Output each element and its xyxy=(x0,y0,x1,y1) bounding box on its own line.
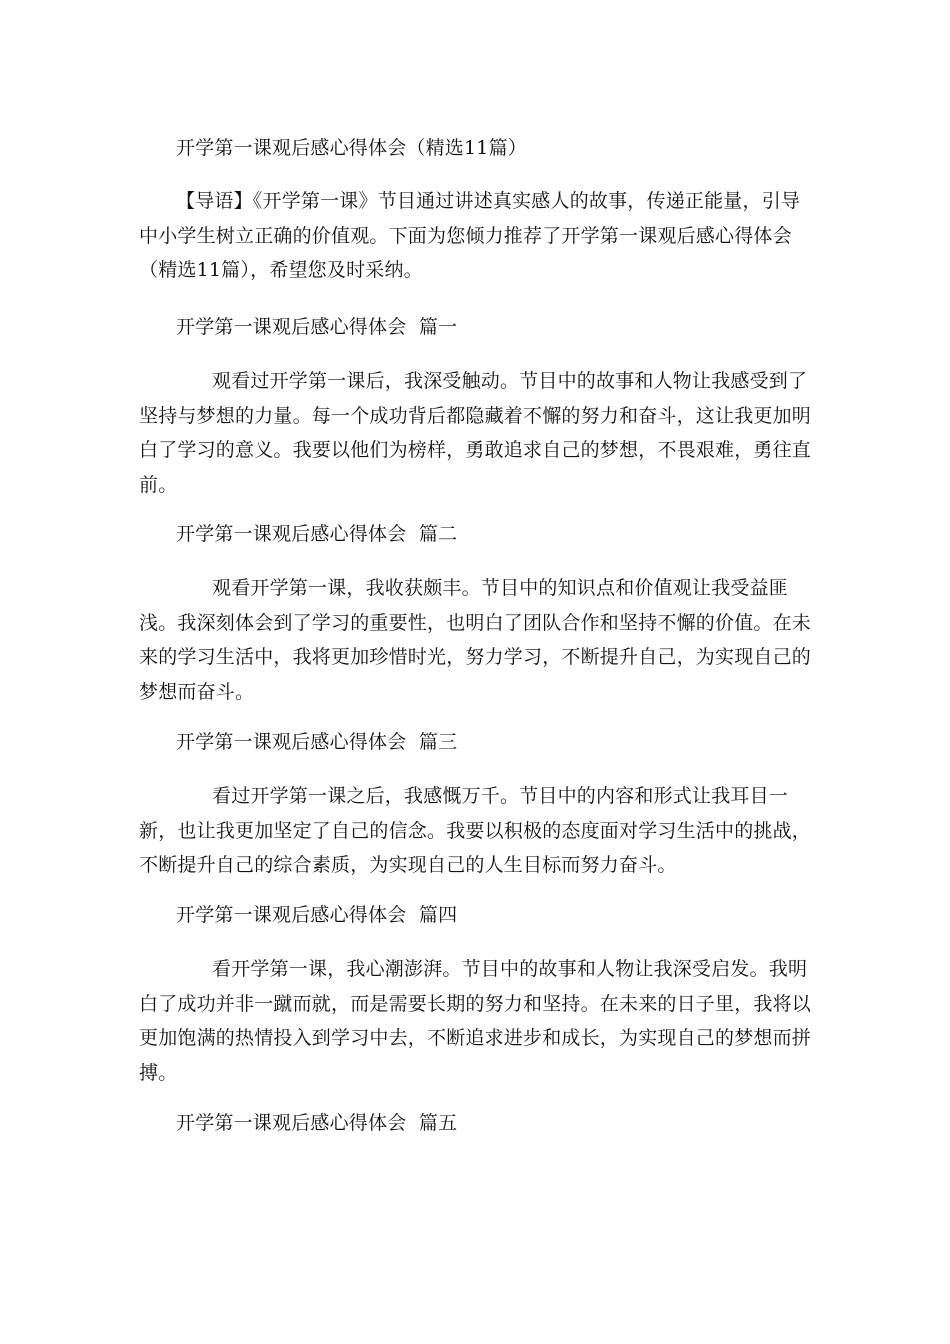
intro-paragraph: 【导语】《开学第一课》节目通过讲述真实感人的故事，传递正能量，引导中小学生树立正确的价值观。下面为您倾力推荐了开学第一课观后感心得体会（精选11篇），希望您及时采纳。 xyxy=(139,190,801,281)
section-heading-1: 开学第一课观后感心得体会 篇一 xyxy=(176,316,458,338)
section-body-1: 观看过开学第一课后，我深受触动。节目中的故事和人物让我感受到了坚持与梦想的力量。每一个成功背后都隐藏着不懈的努力和奋斗，这让我更加明白了学习的意义。我要以他们为榜样，勇敢追求自己的梦想，不畏艰难，勇往直前。 xyxy=(139,370,812,496)
section-heading-4: 开学第一课观后感心得体会 篇四 xyxy=(176,904,458,926)
section-body-4: 看开学第一课，我心潮澎湃。节目中的故事和人物让我深受启发。我明白了成功并非一蹴而就，而是需要长期的努力和坚持。在未来的日子里，我将以更加饱满的热情投入到学习中去，不断追求进步和成长，为实现自己的梦想而拼搏。 xyxy=(139,958,812,1084)
section-heading-2: 开学第一课观后感心得体会 篇二 xyxy=(176,523,458,545)
document-title: 开学第一课观后感心得体会（精选11篇） xyxy=(176,137,527,159)
section-heading-3: 开学第一课观后感心得体会 篇三 xyxy=(176,731,458,753)
section-body-3: 看过开学第一课之后，我感慨万千。节目中的内容和形式让我耳目一新，也让我更加坚定了自己的信念。我要以积极的态度面对学习生活中的挑战，不断提升自己的综合素质，为实现自己的人生目标而努力奋斗。 xyxy=(139,785,812,876)
section-heading-5: 开学第一课观后感心得体会 篇五 xyxy=(176,1112,458,1134)
section-body-2: 观看开学第一课，我收获颇丰。节目中的知识点和价值观让我受益匪浅。我深刻体会到了学习的重要性，也明白了团队合作和坚持不懈的价值。在未来的学习生活中，我将更加珍惜时光，努力学习，不断提升自己，为实现自己的梦想而奋斗。 xyxy=(139,577,812,703)
